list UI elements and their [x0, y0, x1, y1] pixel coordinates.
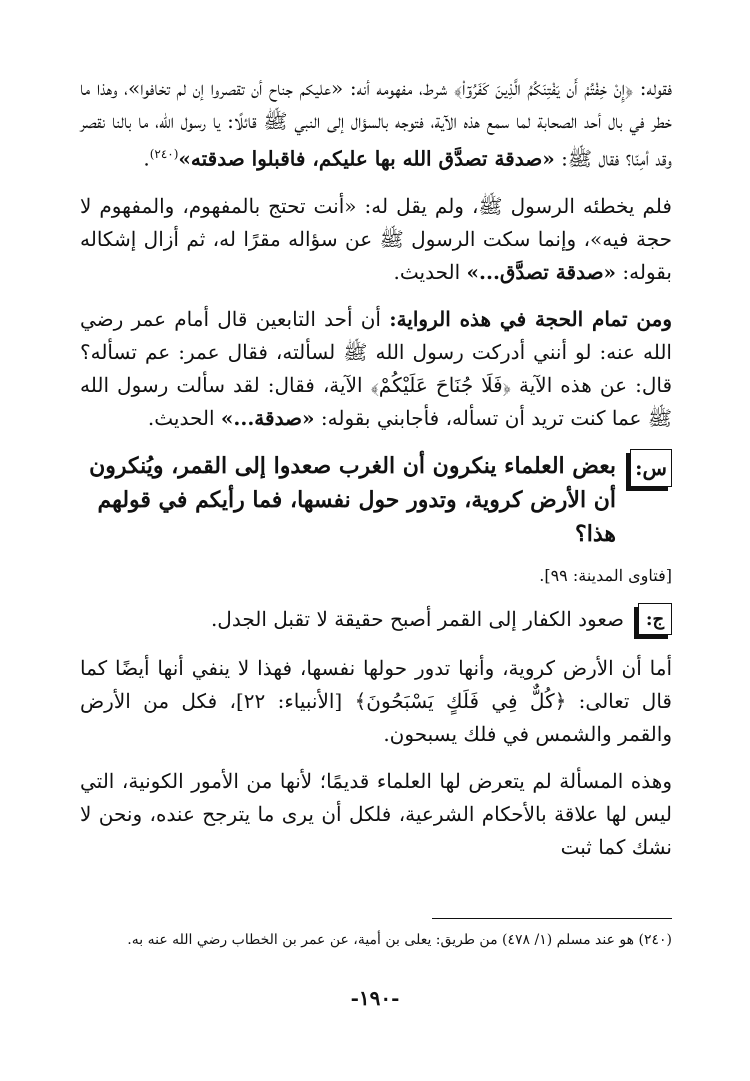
source-reference: [فتاوى المدينة: ٩٩]. — [539, 565, 672, 585]
paragraph-1-text: فقوله: ﴿إِنْ خِفْتُمْ أَن يَفْتِنَكُمُ الَّذِينَ كَفَرُوٓا۟﴾ شرط، مفهومه أنه: «عليكم جناح أن تقصروا إن لم تخافوا»، وهذا ما خطر في بال أحد الصحابة لما سمع هذه الآية، فتوجه بالسؤال إلى النبي ﷺ قائلًا: يا رسول الله، ما بالنا نقصر وقد أمِنّا؟ فقال ﷺ: — [80, 76, 672, 171]
paragraph-3-end: الحديث. — [147, 405, 215, 430]
footnote-ref[interactable]: (٢٤٠) — [149, 147, 179, 161]
paragraph-3-lead: ومن تمام الحجة في هذه الرواية: — [389, 306, 672, 331]
paragraph-2-quote: «صدقة تصدَّق...» — [466, 259, 617, 284]
answer-label: ج: — [638, 603, 672, 635]
paragraph-3-text: أن أحد التابعين قال أمام عمر رضي الله عنه: لو أنني أدركت رسول الله ﷺ لسألته، فقال عمر: عم تسأله؟ قال: عن هذه الآية ﴿فَلَا جُنَاحَ عَلَيْكُمْ﴾ الآية، فقال: لقد سألت رسول الله ﷺ عما كنت تريد أن تسأله، فأجابني بقوله: — [80, 306, 672, 430]
paragraph-1 — [80, 72, 672, 176]
paragraph-5: وهذه المسألة لم يتعرض لها العلماء قديمًا؛ لأنها من الأمور الكونية، التي ليس لها علاقة بالأحكام الشرعية، فلكل أن يرى ما يترجح عنده، ونحن لا نشك كما ثبت — [80, 768, 672, 859]
paragraph-3-quote: «صدقة...» — [220, 405, 315, 430]
paragraph-4: أما أن الأرض كروية، وأنها تدور حولها نفسها، فهذا لا ينفي أنها أيضًا كما قال تعالى: ﴿كُلٌّ فِي فَلَكٍ يَسْبَحُونَ﴾ [الأنبياء: ٢٢]، فكل من الأرض والقمر والشمس في فلك يسبحون. — [80, 655, 672, 746]
answer-block — [80, 603, 672, 636]
paragraph-3 — [80, 303, 672, 435]
paragraph-1-end: . — [143, 146, 150, 171]
question-label: س: — [630, 449, 672, 487]
question-text: بعض العلماء ينكرون أن الغرب صعدوا إلى القمر، ويُنكرون أن الأرض كروية، وتدور حول نفسها، فما رأيكم في قولهم هذا؟ — [89, 452, 616, 547]
paragraph-2 — [80, 190, 672, 289]
answer-text: صعود الكفار إلى القمر أصبح حقيقة لا تقبل الجدل. — [210, 606, 624, 631]
paragraph-2-text: فلم يخطئه الرسول ﷺ، ولم يقل له: «أنت تحتج بالمفهوم، والمفهوم لا حجة فيه»، وإنما سكت الرسول ﷺ عن سؤاله مقرًا له، ثم أزال إشكاله بقوله: — [80, 193, 672, 284]
page-number: -١٩٠- — [350, 986, 400, 1010]
question-block — [80, 449, 672, 551]
page-body — [80, 72, 672, 878]
hadith-quote: «صدقة تصدَّق الله بها عليكم، فاقبلوا صدقته» — [178, 146, 555, 171]
footnote-divider — [432, 918, 672, 919]
paragraph-2-end: الحديث. — [393, 259, 461, 284]
footnote: (٢٤٠) هو عند مسلم (١/ ٤٧٨) من طريق: يعلى بن أمية، عن عمر بن الخطاب رضي الله عنه به. — [127, 932, 672, 948]
